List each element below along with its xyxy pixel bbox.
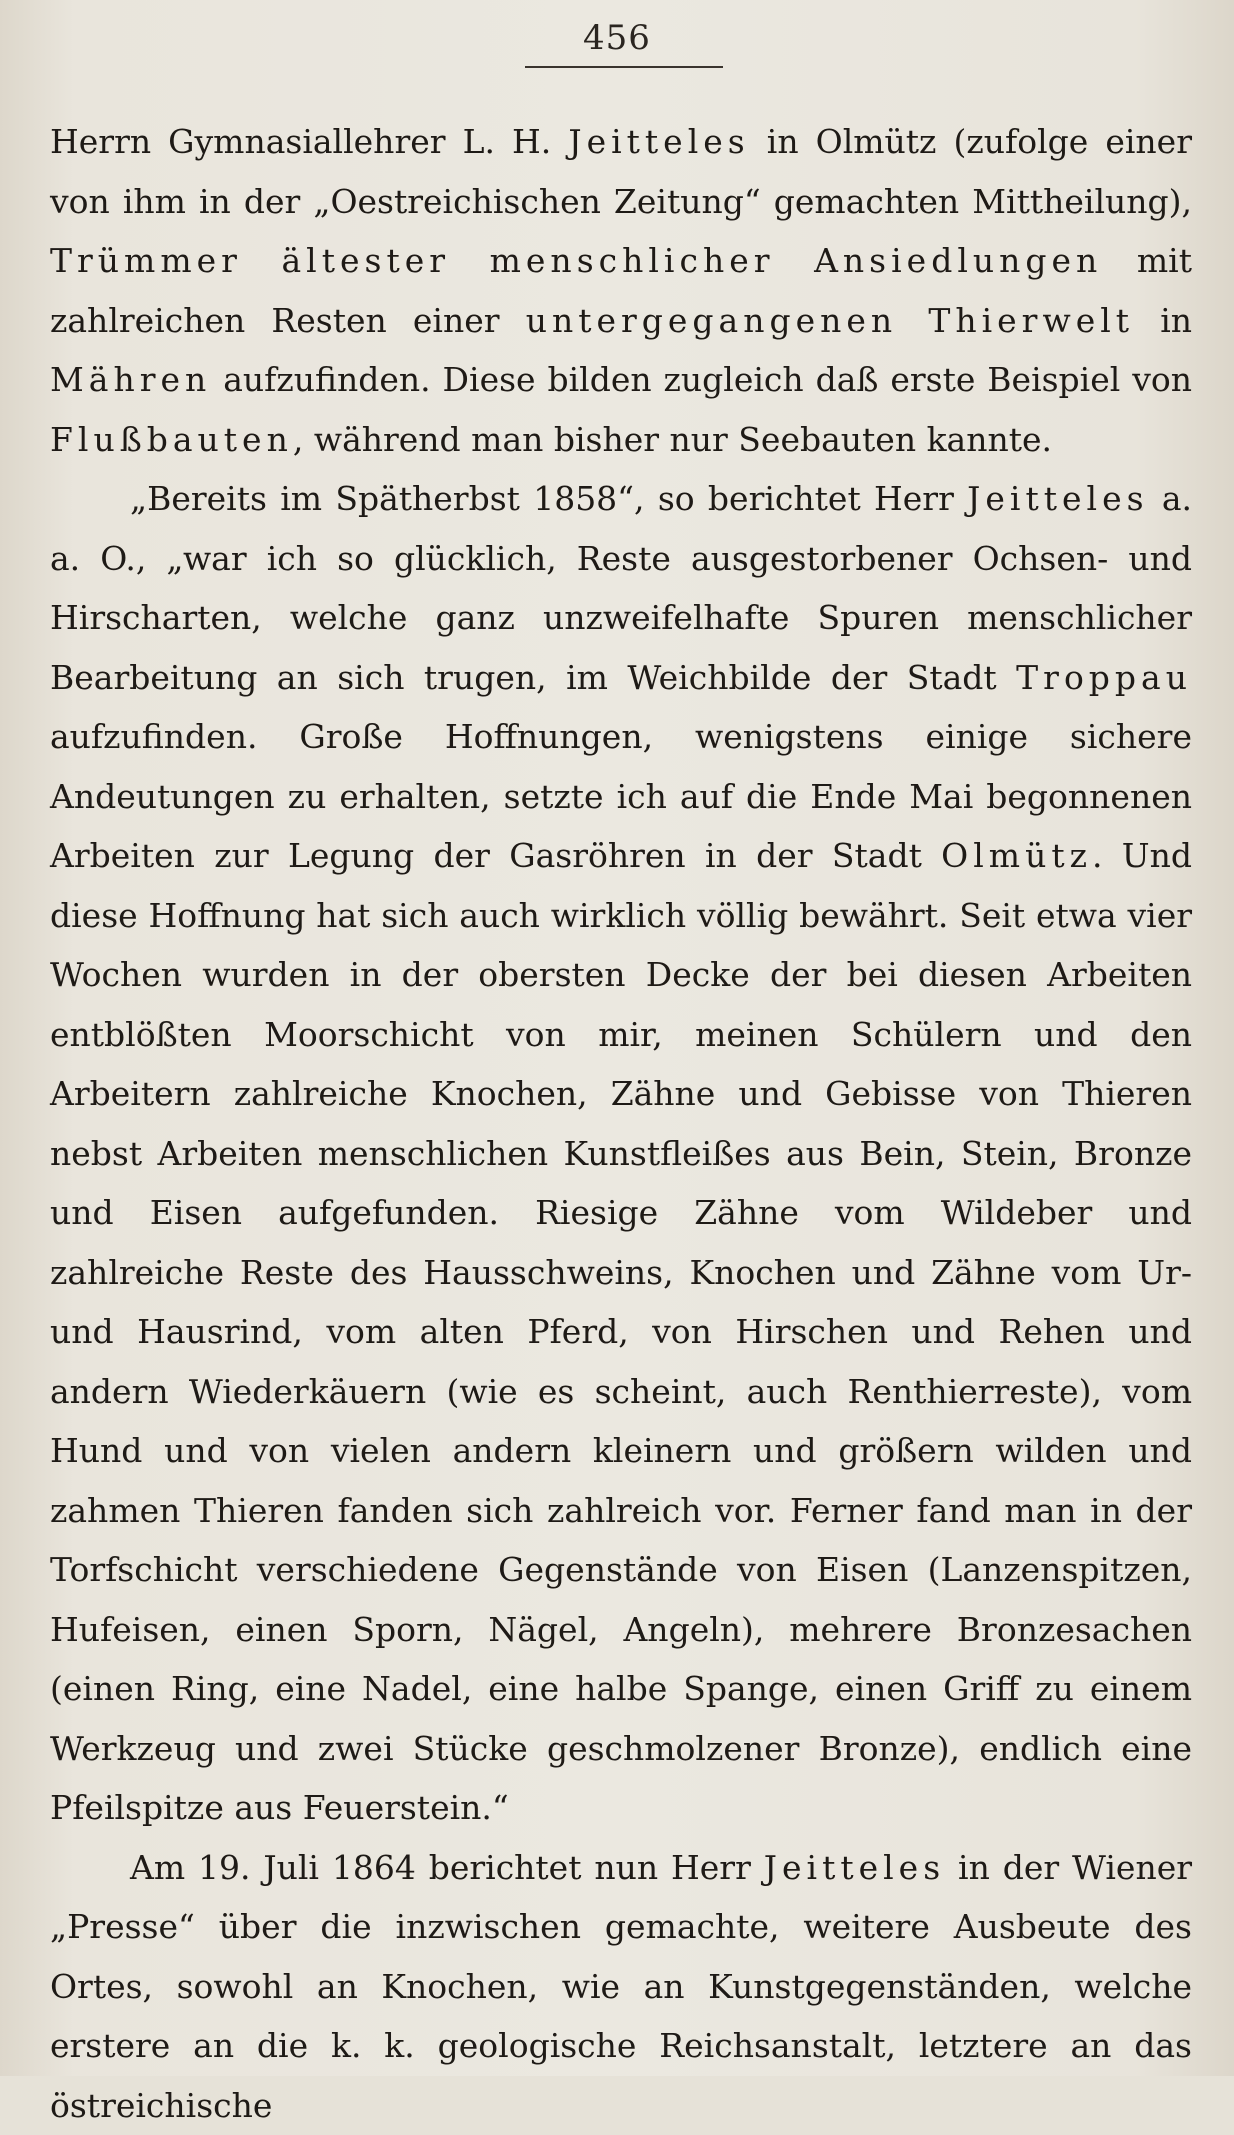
spaced-emphasis: Trümmer ältester menschlicher Ansiedlungen (50, 241, 1102, 280)
spaced-emphasis: untergegangenen Thierwelt (526, 301, 1134, 340)
spaced-emphasis: Jeitteles (764, 1848, 945, 1887)
spaced-emphasis: Jeitteles (967, 479, 1148, 518)
page-number: 456 (583, 18, 651, 58)
text-run: „Bereits im Spätherbst 1858“, so berichtet Herr (130, 479, 967, 518)
body-text (50, 112, 1192, 2135)
spaced-emphasis: Troppau (1016, 658, 1192, 697)
text-run: in Olmütz (zufolge einer von ihm in der „Oestreichischen Zeitung“ gemachten Mittheilung), (50, 122, 1192, 221)
header-rule (525, 66, 723, 68)
paragraph-3 (50, 1838, 1192, 2135)
text-run: in der Wiener „Presse“ über die inzwischen gemachte, weitere Ausbeute des Ortes, sowohl an Knochen, wie an Kunstgegenständen, welche erstere an die k. k. geologische Reichsanstalt, letztere an das östreichische (50, 1848, 1192, 2125)
spaced-emphasis: Olmütz (941, 836, 1092, 875)
page-header (0, 18, 1234, 58)
text-run: a. a. O., „war ich so glücklich, Reste ausgestorbener Ochsen- und Hirscharten, welche ganz unzweifelhafte Spuren menschlicher Bearbeitung an sich trugen, im Weichbilde der Stadt (50, 479, 1192, 697)
text-run: , während man bisher nur Seebauten kannte. (293, 420, 1052, 459)
paragraph-2 (50, 469, 1192, 1838)
spaced-emphasis: Mähren (50, 360, 211, 399)
text-run: Herrn Gymnasiallehrer L. H. (50, 122, 568, 161)
text-run: Am 19. Juli 1864 berichtet nun Herr (130, 1848, 764, 1887)
text-run: aufzufinden. Diese bilden zugleich daß erste Beispiel von (211, 360, 1192, 399)
spaced-emphasis: Flußbauten (50, 420, 293, 459)
spaced-emphasis: Jeitteles (568, 122, 749, 161)
paragraph-1 (50, 112, 1192, 469)
text-run: in (1134, 301, 1192, 340)
text-run: . Und diese Hoffnung hat sich auch wirklich völlig bewährt. Seit etwa vier Wochen wurden in der obersten Decke der bei diesen Arbeiten entblößten Moorschicht von mir, meinen Schülern und den Arbeitern zahlreiche Knochen, Zähne und Gebisse von Thieren nebst Arbeiten menschlichen Kunstfleißes aus Bein, Stein, Bronze und Eisen aufgefunden. Riesige Zähne vom Wildeber und zahlreiche Reste des Hausschweins, Knochen und Zähne vom Ur- und Hausrind, vom alten Pferd, von Hirschen und Rehen und andern Wiederkäuern (wie es scheint, auch Renthierreste), vom Hund und von vielen andern kleinern und größern wilden und zahmen Thieren fanden sich zahlreich vor. Ferner fand man in der Torfschicht verschiedene Gegenstände von Eisen (Lanzenspitzen, Hufeisen, einen Sporn, Nägel, Angeln), mehrere Bronzesachen (einen Ring, eine Nadel, eine halbe Spange, einen Griff zu einem Werkzeug und zwei Stücke geschmolzener Bronze), endlich eine Pfeilspitze aus Feuerstein.“ (50, 836, 1192, 1827)
text-run: aufzufinden. Große Hoffnungen, wenigstens einige sichere Andeutungen zu erhalten, setzte ich auf die Ende Mai begonnenen Arbeiten zur Legung der Gasröhren in der Stadt (50, 717, 1192, 875)
text-run: mit zahlreichen Resten einer (50, 241, 1192, 340)
